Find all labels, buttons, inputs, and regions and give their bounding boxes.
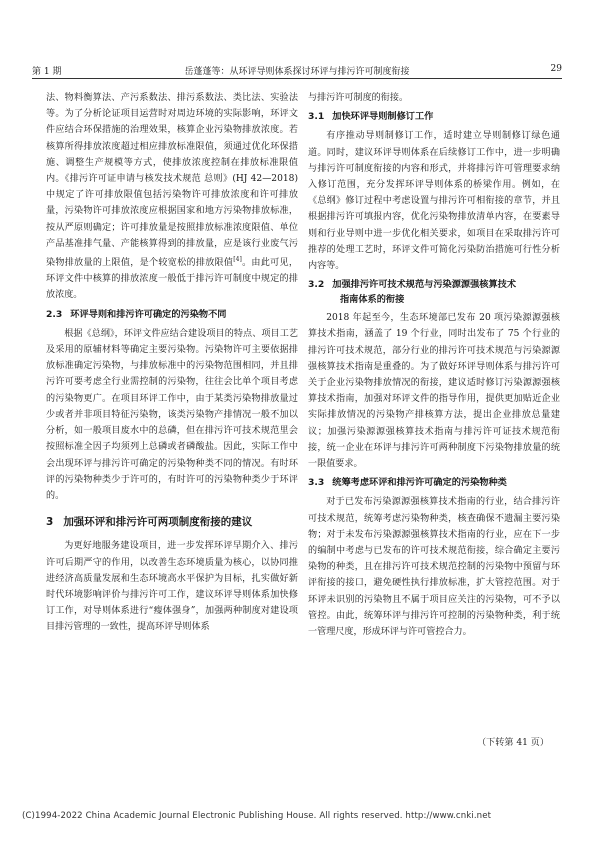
paragraph: 与排污许可制度的衔接。 <box>308 93 409 103</box>
citation-ref: [4] <box>233 256 242 264</box>
paragraph-text: 法、物料衡算法、产污系数法、排污系数法、类比法、实验法等。为了分析论证项目运营时对周边环境的实际影响，环评文件应结合环保措施的治理效果，核算企业污染物排放浓度。若核算所得排放浓度超过相应排放标准限值，须通过优化环保措施、调整生产规模等方式，使排放浓度控制在排放标准限值内。《排污许可证申请与核发技术规范 总则》(HJ 42—2018) 中规定了许可排放限值包括污染物许可排放浓度和许可排放量，污染物许可排放浓度应根据国家和地方污染物排放标准，按从严原则确定；许可排放量是按照排放标准浓度限值、单位产品基准排气量、产能核算得到的排放量，应是该行业废气污染物排放量的上限值，是个较宽松的排放限值 <box>46 93 298 269</box>
running-header <box>32 62 562 79</box>
section-title-line2: 指南体系的衔接 <box>340 294 405 306</box>
issue-label: 第 1 期 <box>32 67 62 77</box>
section-heading-3-3 <box>308 475 560 491</box>
section-heading-3 <box>46 514 298 530</box>
paragraph: 2018 年起至今，生态环境部已发布 20 项污染源源强核算技术指南，涵盖了 19 个行业，同时出发布了 75 个行业的排污许可技术规范，部分行业的排污许可技术规范与污染源源强核算技术指南是重叠的。为了做好环评导则体系与排污许可关于企业污染物排放情况的衔接，建议适时修订污染源源强核算技术指南，加强对环评文件的指导作用，提供更加贴近企业实际排放情况的污染物产排核算方法，提出企业排放总量建议；加强污染源源强核算技术指南与排污许可证技术规范衔接，统一企业在环评与排污许可两种制度下污染物排放量的统一限值要求。 <box>308 313 560 470</box>
section-title: 加强环评和排污许可两项制度衔接的建议 <box>63 516 253 529</box>
section-title-line1: 加强排污许可技术规范与污染源源强核算技术 <box>332 279 517 291</box>
running-title: 岳蓬蓬等：从环评导则体系探讨环评与排污许可制度衔接 <box>184 67 410 77</box>
paragraph <box>46 90 298 304</box>
section-number: 3.2 <box>308 279 325 291</box>
right-column <box>308 90 560 640</box>
section-number: 3.1 <box>308 111 325 123</box>
section-title: 统筹考虑环评和排污许可确定的污染物种类 <box>332 477 507 489</box>
paragraph: 对于已发布污染源源强核算技术指南的行业，结合排污许可技术规范，统筹考虑污染物种类，核查确保不遗漏主要污染物；对于未发布污染源源强核算技术指南的行业，应在下一步的编制中考虑与已发布的许可技术规范衔接，综合确定主要污染物的种类，且在排污许可技术规范控制的污染物中预留与环评衔接的接口，避免硬性执行排放标准，扩大管控范围。对于环评未识别的污染物且不属于项目应关注的污染物，可不予以管控。由此，统筹环评与排污许可控制的污染物种类，利于统一管理尺度，形成环评与许可管控合力。 <box>308 497 560 638</box>
copyright-footer: (C)1994-2022 China Academic Journal Electronic Publishing House. All rights reserved. http://www.cnki.net <box>22 811 492 821</box>
section-number: 3 <box>46 516 54 529</box>
section-title: 加快环评导则制修订工作 <box>332 111 434 123</box>
paragraph-text-tail: 。由此可见，环评文件中核算的排放浓度一般低于排污许可制度中规定的排放浓度。 <box>46 258 298 301</box>
section-heading-2-3 <box>46 307 298 323</box>
continued-note: （下转第 41 页） <box>477 738 549 748</box>
section-heading-3-2 <box>308 277 560 307</box>
paragraph: 为更好地服务建设项目，进一步发挥环评早期介入、排污许可后期严守的作用，以改善生态环境质量为核心，以协同推进经济高质量发展和生态环境高水平保护为目标，扎实做好新时代环境影响评价与排污许可工作，建议环评导则体系加快修订工作，对导则体系进行“瘦体强身”，加强两种制度对建设项目排污管理的一致性，提高环评导则体系 <box>46 541 298 633</box>
section-title: 环评导则和排污许可确定的污染物不同 <box>70 308 227 320</box>
paragraph: 有序推动导则制修订工作，适时建立导则制修订绿色通道。同时，建议环评导则体系在后续修订工作中，进一步明确与排污许可制度衔接的内容和形式，并将排污许可管理要求纳入修订范围，充分发挥环评导则体系的桥梁作用。例如，在《总纲》修订过程中考虑设置与排污许可相衔接的章节，并且根据排污许可填报内容，优化污染物排放清单内容，在要素导则和行业导则中进一步优化相关要求，如项目在采取排污许可推荐的处理工艺时，环评文件可简化污染防治措施可行性分析内容等。 <box>308 131 560 272</box>
page-number: 29 <box>550 64 562 74</box>
section-number: 2.3 <box>46 308 63 320</box>
paragraph: 根据《总纲》，环评文件应结合建设项目的特点、项目工艺及采用的原辅材料等确定主要污染物。污染物许可主要依据排放标准确定污染物，与排放标准中的污染物范围相同，并且排污许可要考虑全行业需控制的污染物，往往会比单个项目考虑的污染物更广。在项目环评工作中，由于某类污染物排放量过少或者并非项目特征污染物，该类污染物产排情况一般不加以分析，如一般项目废水中的总磷，但在排污许可技术规范里会按照标准全因子均须列上总磷或者磷酸盐。因此，实际工作中会出现环评与排污许可确定的污染物种类不同的情况。有时环评的污染物种类少于许可的，有时许可的污染物种类少于环评的。 <box>46 328 298 501</box>
section-number: 3.3 <box>308 477 325 489</box>
left-column <box>46 90 298 636</box>
section-heading-3-1 <box>308 109 560 125</box>
